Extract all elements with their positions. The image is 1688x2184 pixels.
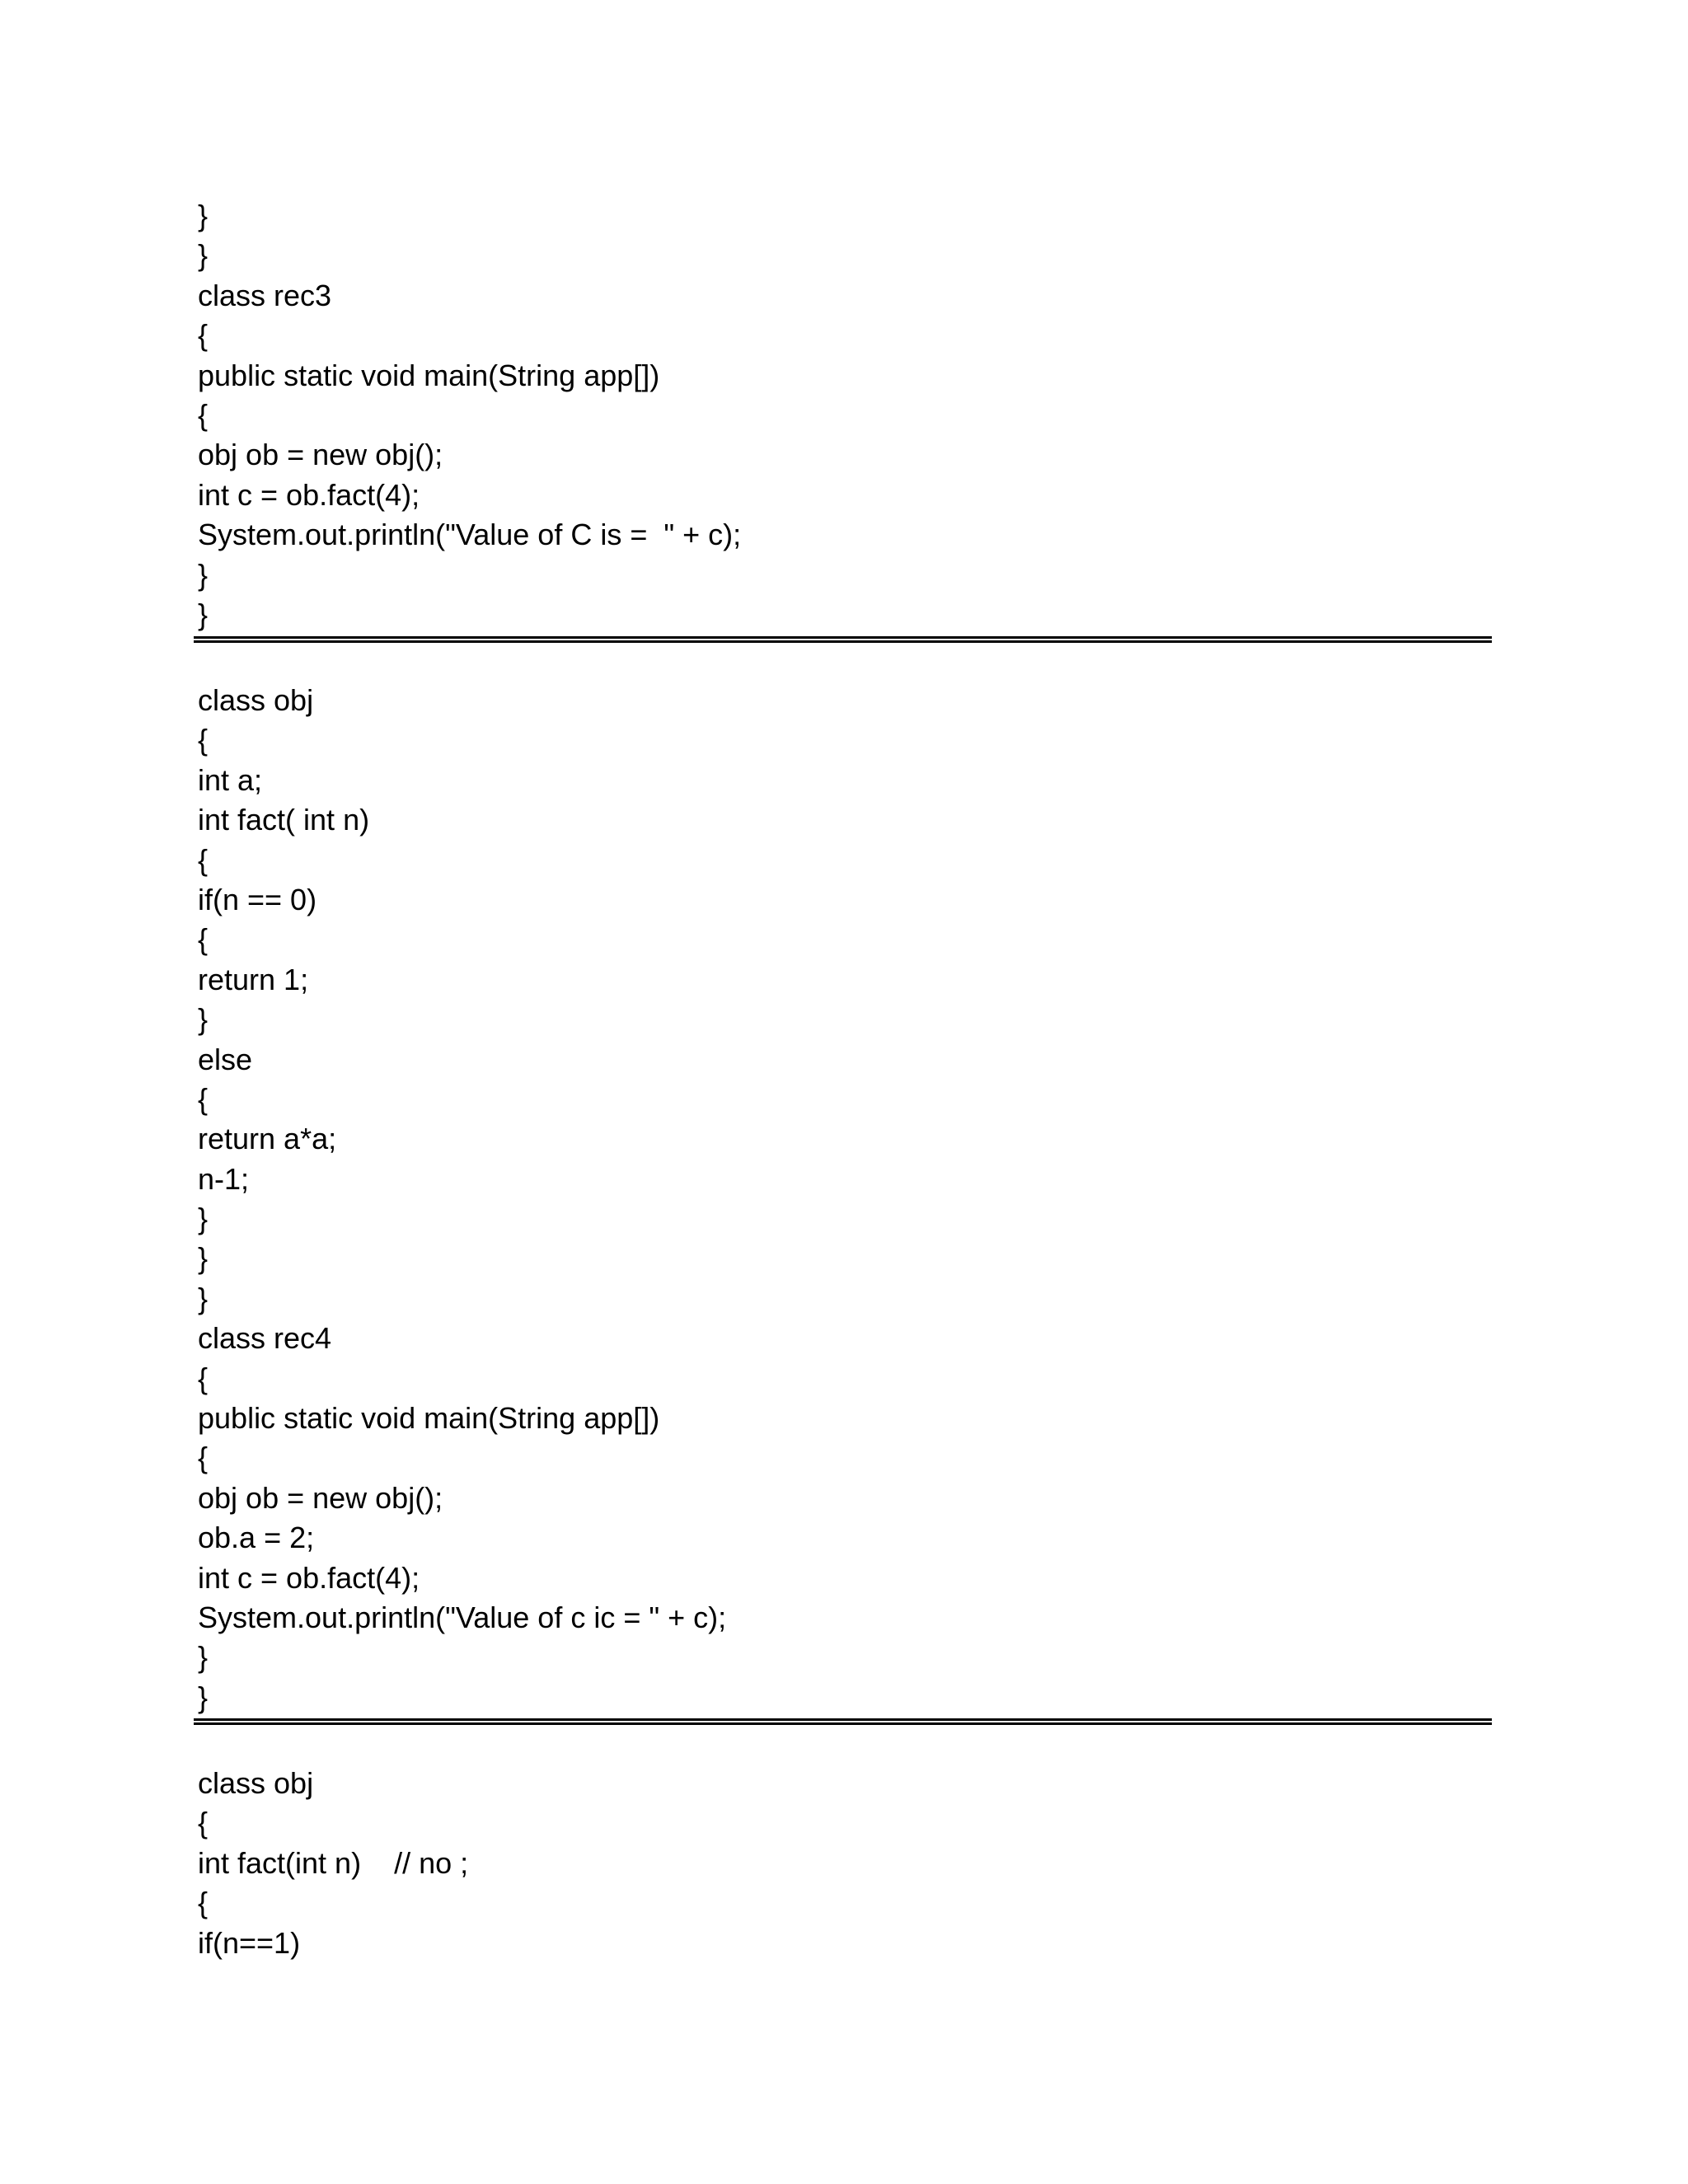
code-line: class obj	[198, 1766, 314, 1800]
code-line: obj ob = new obj();	[198, 438, 443, 472]
code-line: {	[198, 1806, 209, 1840]
code-section-2	[198, 681, 1484, 1718]
code-line: class rec3	[198, 278, 332, 312]
code-line: return a*a;	[198, 1122, 337, 1156]
code-line: }	[198, 199, 209, 232]
code-line: System.out.println("Value of c ic = " + c);	[198, 1600, 727, 1634]
code-line: }	[198, 1241, 209, 1276]
code-line: {	[198, 397, 209, 432]
code-line: {	[198, 1886, 209, 1920]
code-line: }	[198, 1680, 209, 1714]
section-divider	[194, 1718, 1492, 1725]
code-line: int fact(int n) // no ;	[198, 1845, 469, 1880]
code-line: public static void main(String app[])	[198, 358, 660, 392]
code-line: if(n == 0)	[198, 882, 317, 916]
code-line: {	[198, 1441, 209, 1475]
code-section-1	[198, 196, 1484, 635]
code-line: return 1;	[198, 962, 309, 996]
section-divider	[194, 636, 1492, 643]
code-line: }	[198, 1202, 209, 1236]
code-line: obj ob = new obj();	[198, 1480, 443, 1515]
code-line: int c = ob.fact(4);	[198, 1560, 420, 1595]
code-line: class obj	[198, 683, 314, 717]
code-line: {	[198, 1361, 209, 1395]
code-line: n-1;	[198, 1161, 250, 1196]
code-line: if(n==1)	[198, 1925, 301, 1960]
code-line: }	[198, 1281, 209, 1315]
code-line: }	[198, 597, 209, 631]
code-line: System.out.println("Value of C is = " + c);	[198, 518, 742, 552]
code-line: {	[198, 1081, 209, 1116]
code-line: int c = ob.fact(4);	[198, 477, 420, 512]
code-line: class rec4	[198, 1321, 332, 1356]
code-line: }	[198, 1002, 209, 1037]
code-section-3	[198, 1764, 1484, 1963]
code-line: {	[198, 922, 209, 957]
code-line: public static void main(String app[])	[198, 1401, 660, 1436]
code-line: int fact( int n)	[198, 803, 370, 837]
code-line: }	[198, 557, 209, 592]
code-line: }	[198, 1640, 209, 1675]
code-line: ob.a = 2;	[198, 1521, 315, 1555]
code-line: {	[198, 723, 209, 757]
code-line: {	[198, 318, 209, 353]
code-line: {	[198, 842, 209, 877]
code-line: else	[198, 1042, 253, 1076]
code-line: }	[198, 238, 209, 273]
code-line: int a;	[198, 762, 263, 797]
